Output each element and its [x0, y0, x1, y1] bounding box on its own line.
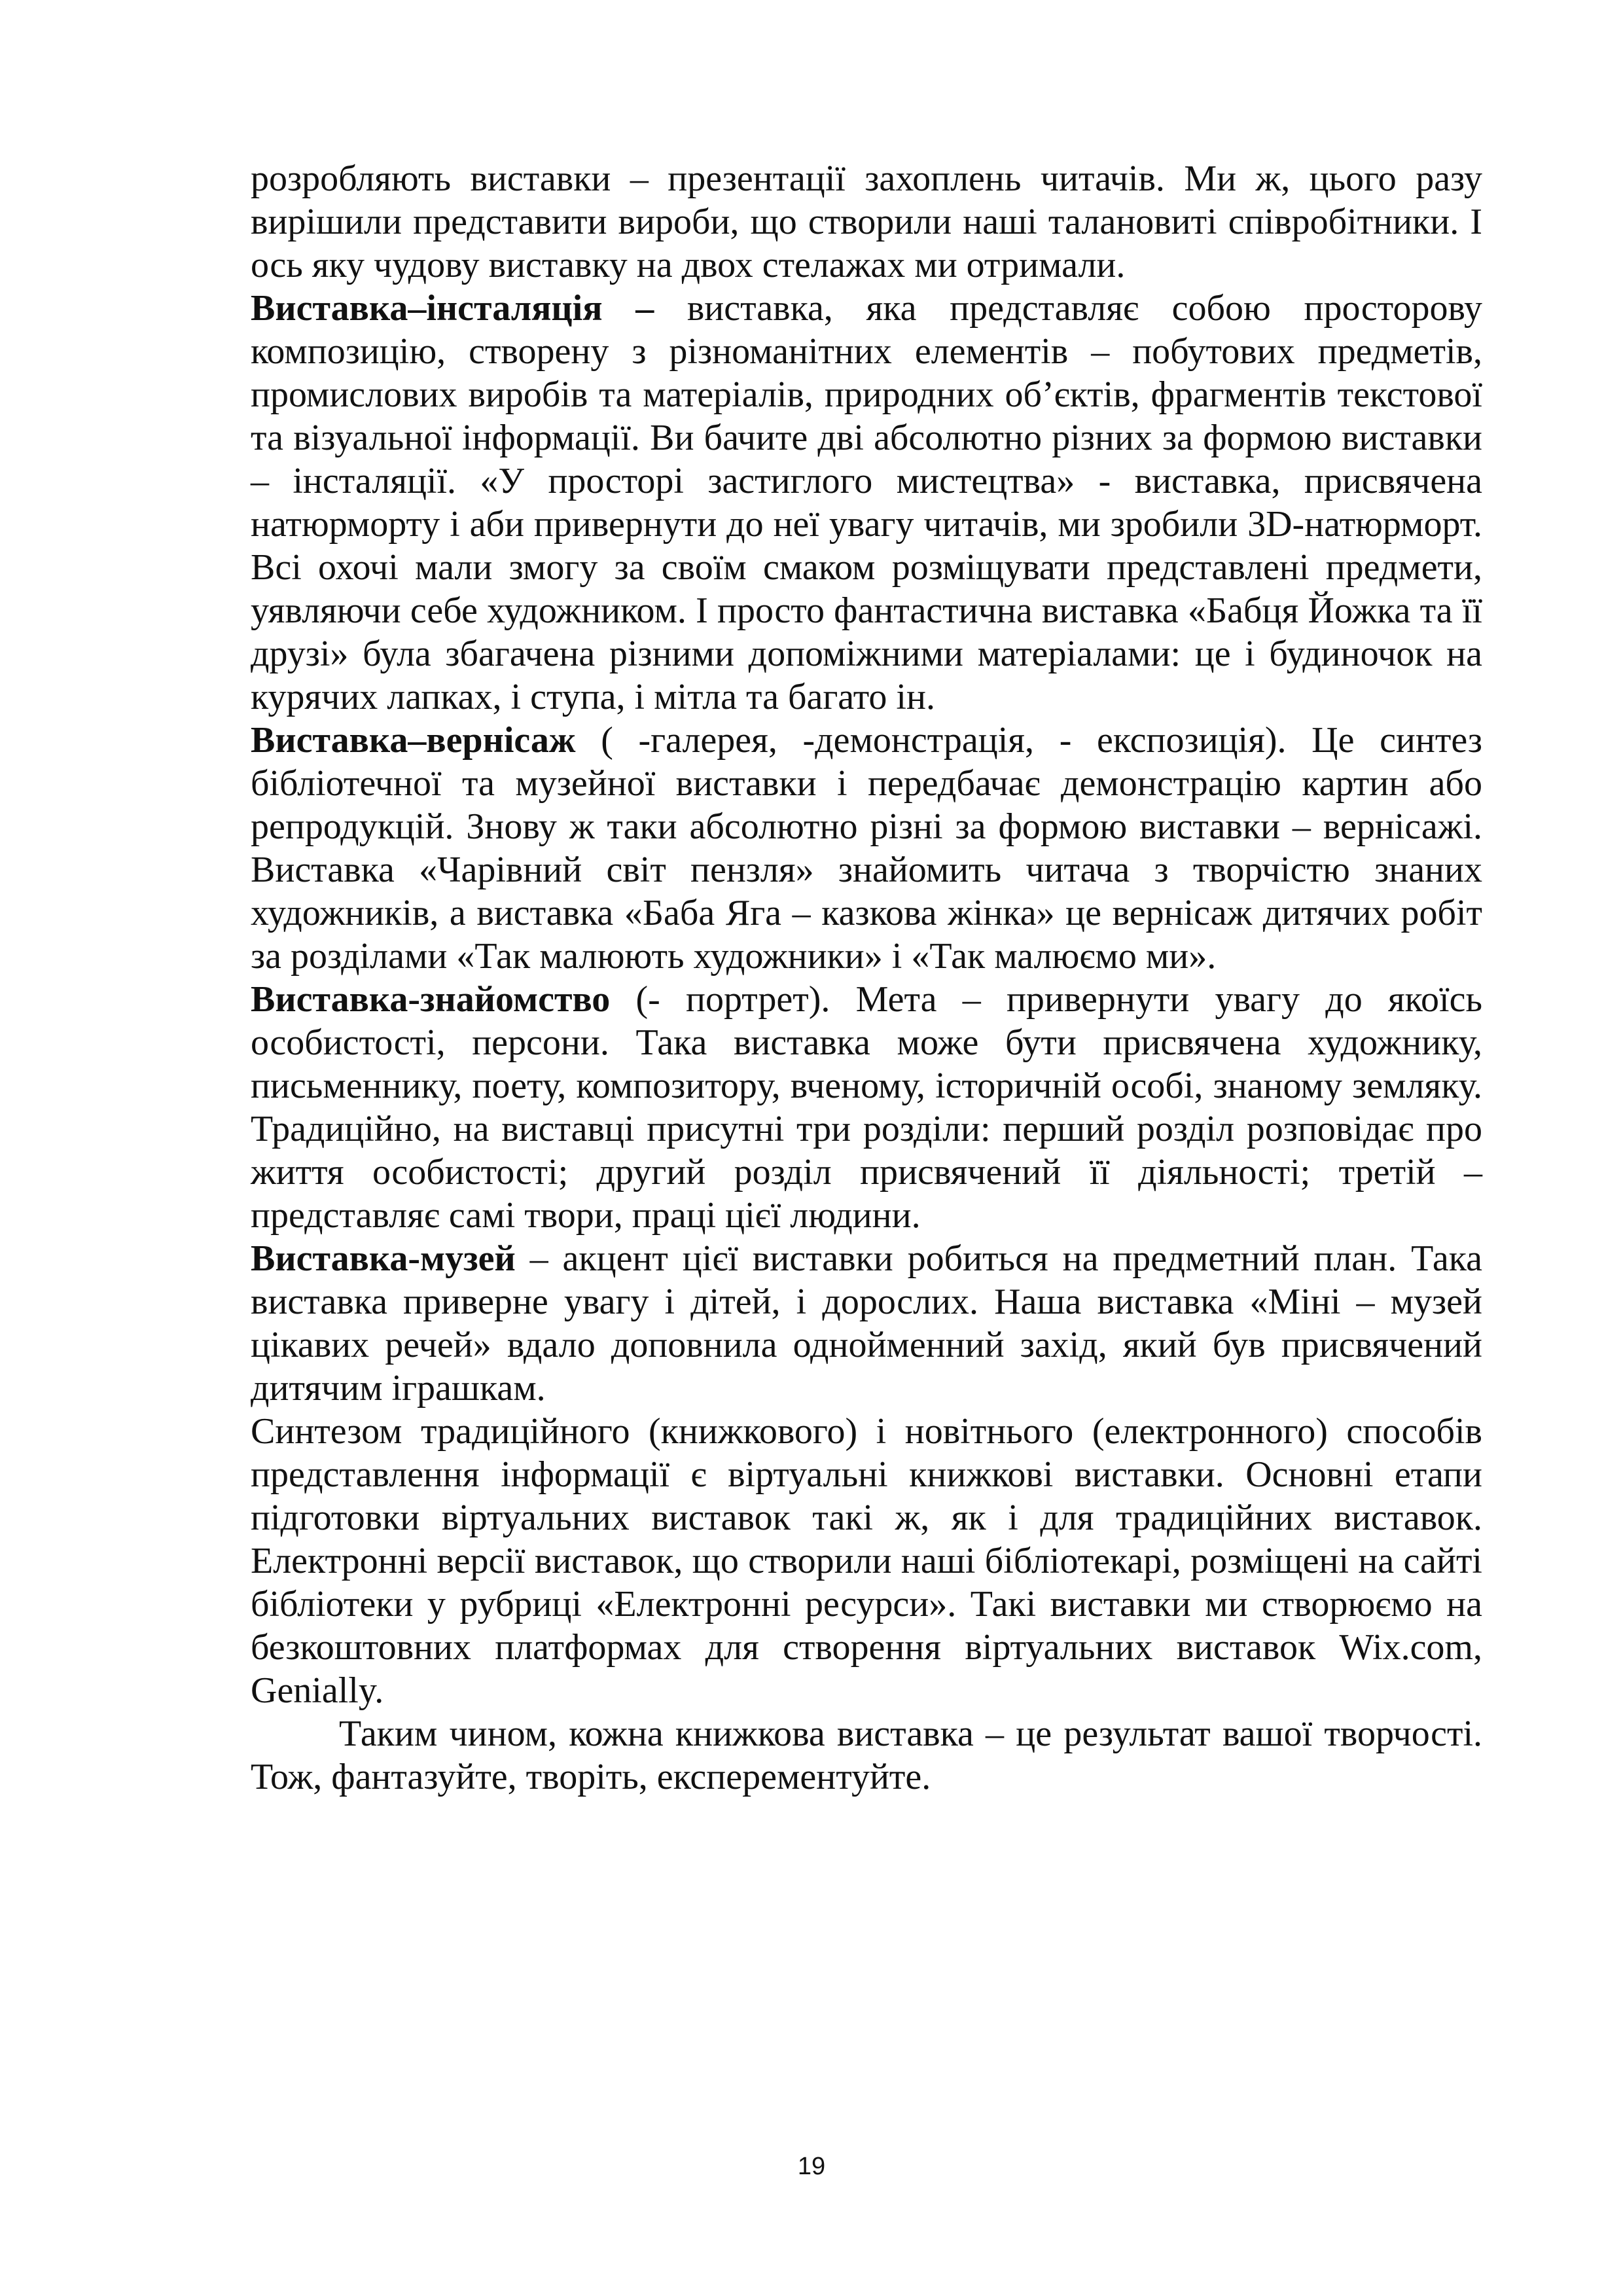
paragraph-text: виставка, яка представляє собою просторову композицію, створену з різноманітних елементів – побутових предметів, промислових виробів та матеріалів, природних об’єктів, фрагментів текстової та візуальної інформації. Ви бачите дві абсолютно різних за формою виставки – інсталяції. «У просторі застиглого мистецтва» - виставка, присвячена натюрморту і аби привернути до неї увагу читачів, ми зробили 3D-натюрморт. Всі охочі мали змогу за своїм смаком розміщувати представлені предмети, уявляючи себе художником. І просто фантастична виставка «Бабця Йожка та її друзі» була збагачена різними допоміжними матеріалами: це і будиночок на курячих лапках, і ступа, і мітла та багато ін. — [251, 288, 1482, 717]
page-number: 19 — [797, 2153, 826, 2180]
paragraph-installation — [251, 287, 1482, 719]
term-acquaintance: Виставка-знайомство — [251, 979, 611, 1020]
paragraph-text: розробляють виставки – презентації захоплень читачів. Ми ж, цього разу вирішили представити вироби, що створили наші талановиті співробітники. І ось яку чудову виставку на двох стелажах ми отримали. — [251, 158, 1482, 285]
paragraph-text: ( -галерея, -демонстрація, - експозиція). Це синтез бібліотечної та музейної виставки і передбачає демонстрацію картин або репродукцій. Знову ж таки абсолютно різні за формою виставки – вернісажі. Виставка «Чарівний світ пензля» знайомить читача з творчістю знаних художників, а виставка «Баба Яга – казкова жінка» це вернісаж дитячих робіт за розділами «Так малюють художники» і «Так малюємо ми». — [251, 720, 1482, 977]
paragraph-museum — [251, 1237, 1482, 1410]
paragraph-text: Таким чином, кожна книжкова виставка – це результат вашої творчості. Тож, фантазуйте, творіть, експерементуйте. — [251, 1713, 1482, 1797]
paragraph-intro — [251, 157, 1482, 287]
paragraph-text: (- портрет). Мета – привернути увагу до якоїсь особистості, персони. Така виставка може бути присвячена художнику, письменнику, поету, композитору, вченому, історичній особі, знаному земляку. Традиційно, на виставці присутні три розділи: перший розділ розповідає про життя особистості; другий розділ присвячений її діяльності; третій – представляє самі твори, праці цієї людини. — [251, 979, 1482, 1236]
paragraph-text: Синтезом традиційного (книжкового) і новітнього (електронного) способів представлення інформації є віртуальні книжкові виставки. Основні етапи підготовки віртуальних виставок такі ж, як і для традиційних виставок. Електронні версії виставок, що створили наші бібліотекарі, розміщені на сайті бібліотеки у рубриці «Електронні ресурси». Такі виставки ми створюємо на безкоштовних платформах для створення віртуальних виставок Wix.com, Genially. — [251, 1411, 1482, 1711]
paragraph-acquaintance — [251, 978, 1482, 1237]
body-text — [251, 157, 1482, 1799]
term-vernissage: Виставка–вернісаж — [251, 720, 576, 761]
paragraph-conclusion — [251, 1712, 1482, 1799]
term-installation: Виставка–інсталяція – — [251, 288, 654, 329]
paragraph-vernissage — [251, 719, 1482, 978]
paragraph-virtual — [251, 1410, 1482, 1712]
term-museum: Виставка-музей — [251, 1238, 516, 1279]
paragraph-text: – акцент цієї виставки робиться на предметний план. Така виставка приверне увагу і дітей, і дорослих. Наша виставка «Міні – музей цікавих речей» вдало доповнила однойменний захід, який був присвячений дитячим іграшкам. — [251, 1238, 1482, 1408]
